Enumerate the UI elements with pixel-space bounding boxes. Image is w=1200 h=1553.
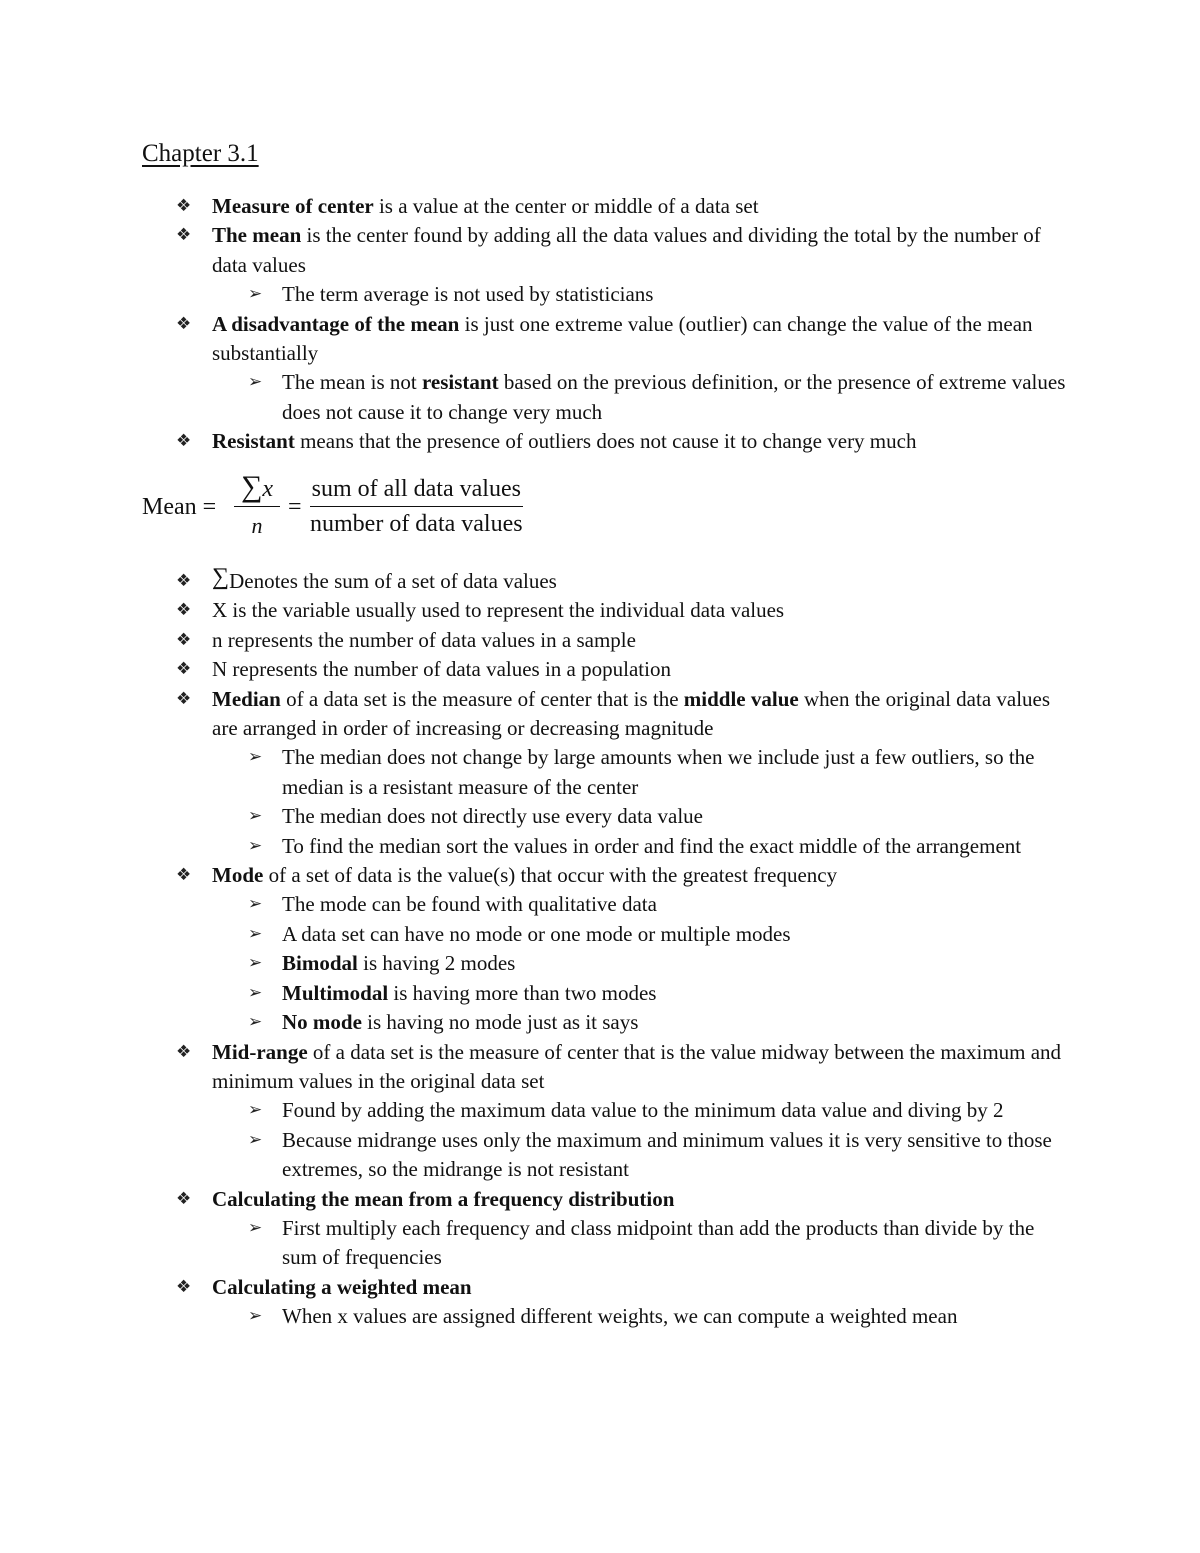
term-multimodal: Multimodal [282,980,389,1005]
formula-word-numerator: sum of all data values [311,476,521,502]
arrow-bullet-icon: ➢ [248,806,263,827]
term-median: Median [212,686,281,711]
term-resistant: resistant [421,370,499,395]
arrow-bullet-icon: ➢ [248,894,263,915]
term-mode: Mode [212,863,264,888]
formula-word-fraction [310,476,523,538]
formula-word-denominator: number of data values [310,511,523,537]
formula-symbolic-fraction [234,470,280,539]
sub-item-no-mode [248,1008,1072,1037]
arrow-bullet-icon: ➢ [248,284,263,305]
sub-item-text: The term average is not used by statisticians [282,282,654,307]
list-item-measure-of-center [176,192,1072,221]
list-item-sigma [176,564,1072,596]
arrow-bullet-icon: ➢ [248,982,263,1003]
sub-item-not-resistant [248,368,1072,427]
sub-item-text: Found by adding the maximum data value to the minimum data value and diving by 2 [282,1098,1004,1123]
definition-text: X is the variable usually used to represent the individual data values [212,598,785,623]
diamond-bullet-icon: ❖ [176,1276,192,1297]
term-weighted-mean: Calculating a weighted mean [212,1274,472,1299]
sub-item-text: First multiply each frequency and class midpoint than add the products than divide by the sum of frequencies [282,1215,1035,1270]
chapter-title: Chapter 3.1 [142,140,259,167]
definition-text: N represents the number of data values in a population [212,657,671,682]
definition-text: Denotes the sum of a set of data values [229,569,557,593]
list-item-weighted-mean [176,1273,1072,1302]
sub-item-text: is having no mode just as it says [361,1010,639,1035]
formula-equals: = [288,494,302,520]
definition-text: of a set of data is the value(s) that occur with the greatest frequency [263,863,838,888]
sub-item-text: The median does not directly use every data value [282,804,704,829]
sub-item-mode-multiple [248,920,1072,949]
definition-text: when the original data values are arranged in order of increasing or decreasing magnitude [212,686,1051,741]
diamond-bullet-icon: ❖ [176,431,192,452]
list-item-mode [176,861,1072,890]
term-frequency-distribution-mean: Calculating the mean from a frequency distribution [212,1186,675,1211]
sub-item-average [248,280,1072,309]
sub-item-midrange-sensitive [248,1126,1072,1185]
term-bimodal: Bimodal [282,951,358,976]
bullet-list-bottom [176,564,1072,1332]
diamond-bullet-icon: ❖ [176,225,192,246]
diamond-bullet-icon: ❖ [176,629,192,650]
diamond-bullet-icon: ❖ [176,313,192,334]
sub-item-median-outliers [248,743,1072,802]
list-item-the-mean [176,221,1072,280]
definition-text: n represents the number of data values in a sample [212,627,636,652]
list-item-median [176,685,1072,744]
sub-item-text: To find the median sort the values in order and find the exact middle of the arrangement [282,833,1022,858]
list-item-mid-range [176,1038,1072,1097]
sub-item-text: Because midrange uses only the maximum and minimum values it is very sensitive to those extremes, so the midrange is not resistant [282,1127,1052,1182]
arrow-bullet-icon: ➢ [248,953,263,974]
diamond-bullet-icon: ❖ [176,196,192,216]
sigma-icon: ∑ [240,470,263,503]
list-item-disadvantage [176,310,1072,369]
diamond-bullet-icon: ❖ [176,1188,192,1209]
definition-text: means that the presence of outliers does not cause it to change very much [294,429,917,454]
diamond-bullet-icon: ❖ [176,688,192,709]
term-mid-range: Mid-range [212,1039,308,1064]
sub-item-text: The mode can be found with qualitative data [282,892,657,917]
arrow-bullet-icon: ➢ [248,835,263,856]
sub-item-text: A data set can have no mode or one mode or multiple modes [282,921,791,946]
sub-item-text: When x values are assigned different weights, we can compute a weighted mean [282,1304,958,1329]
sub-item-frequency-how [248,1214,1072,1273]
definition-text: of a data set is the measure of center that is the value midway between the maximum and minimum values in the original data set [212,1039,1062,1093]
definition-text: is the center found by adding all the data values and dividing the total by the number of data values [212,223,1041,277]
sub-item-bimodal [248,949,1072,978]
definition-text: is just one extreme value (outlier) can change the value of the mean substantially [212,311,1033,366]
list-item-resistant [176,427,1072,456]
fraction-bar [234,506,280,507]
sub-item-text: The mean is not [282,370,422,395]
sub-item-median-every-value [248,802,1072,831]
arrow-bullet-icon: ➢ [248,1306,263,1327]
arrow-bullet-icon: ➢ [248,372,263,393]
list-item-x-variable [176,596,1072,625]
definition-text: of a data set is the measure of center that is the [280,686,684,711]
formula-variable-x: x [262,476,274,502]
diamond-bullet-icon: ❖ [176,659,192,680]
sub-item-text: is having more than two modes [388,980,657,1005]
sub-item-median-find [248,832,1072,861]
list-item-n-population [176,655,1072,684]
sub-item-text: The median does not change by large amounts when we include just a few outliers, so the median is a resistant measure of the center [282,745,1035,799]
arrow-bullet-icon: ➢ [248,923,263,944]
sub-item-multimodal [248,979,1072,1008]
term-the-mean: The mean [212,223,302,248]
diamond-bullet-icon: ❖ [176,571,192,591]
list-item-n-sample [176,626,1072,655]
mean-formula [142,466,572,546]
formula-denominator-n: n [251,513,263,538]
term-resistant: Resistant [212,429,295,454]
arrow-bullet-icon: ➢ [248,1217,263,1238]
formula-numerator [234,470,280,504]
diamond-bullet-icon: ❖ [176,1041,192,1062]
arrow-bullet-icon: ➢ [248,1100,263,1121]
sub-item-weighted-how [248,1302,1072,1331]
arrow-bullet-icon: ➢ [248,747,263,768]
bullet-list-top [176,192,1072,457]
definition-text: is a value at the center or middle of a data set [373,194,759,218]
sub-item-text: based on the previous definition, or the presence of extreme values does not cause it to change very much [282,370,1066,424]
diamond-bullet-icon: ❖ [176,865,192,886]
sub-item-midrange-how [248,1096,1072,1125]
sub-item-mode-qualitative [248,890,1072,919]
list-item-frequency-mean [176,1185,1072,1214]
formula-lhs: Mean = [142,494,217,520]
sigma-icon: ∑ [212,564,230,590]
term-no-mode: No mode [282,1010,362,1035]
term-middle-value: middle value [683,686,799,711]
fraction-bar [310,506,523,507]
arrow-bullet-icon: ➢ [248,1012,263,1033]
term-disadvantage-of-mean: A disadvantage of the mean [212,311,460,336]
diamond-bullet-icon: ❖ [176,600,192,621]
term-measure-of-center: Measure of center [212,194,374,218]
arrow-bullet-icon: ➢ [248,1129,263,1150]
sub-item-text: is having 2 modes [357,951,516,976]
